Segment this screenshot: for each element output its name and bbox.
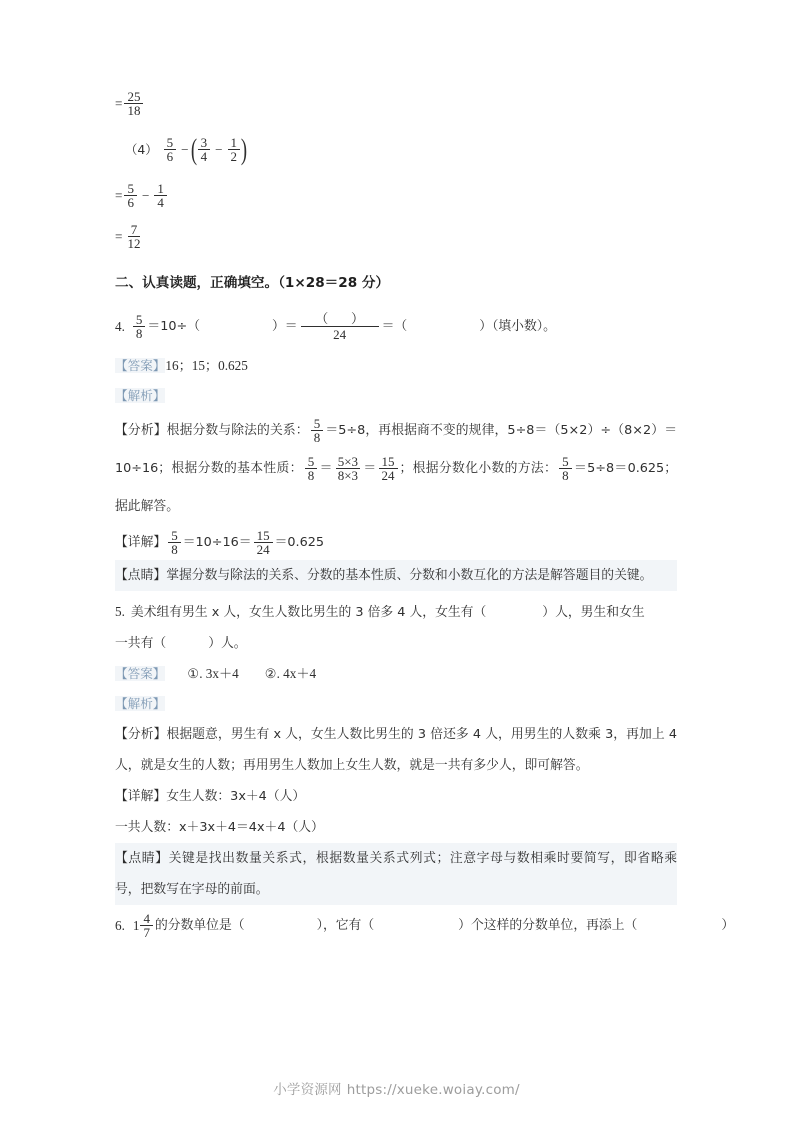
fraction-denominator: 8 [135,326,143,342]
fraction-5-8 [311,417,324,445]
fraction-denominator: 4 [200,149,208,165]
question-4-dianjing [115,560,677,591]
fraction-denominator: 6 [166,149,174,165]
dianjing-text: 掌握分数与除法的关系、分数的基本性质、分数和小数互化的方法是解答题目的关键。 [166,567,653,583]
question-4-analysis-row [115,381,677,411]
fraction-numerator: 5 [305,455,318,469]
fraction-numerator: 5 [164,136,177,150]
fraction-numerator: 5 [124,182,137,196]
xiangjie-text-1: ＝10÷16＝ [182,534,252,550]
fraction-denominator: 18 [127,103,141,119]
fraction-5-6 [124,182,137,210]
stem-part-3: ）个这样的分数单位，再添上（ [458,917,638,933]
fenxi-text-5: ；根据分数化小数的方法： [399,460,558,476]
document-content [115,86,735,946]
dianjing-label: 【点睛】 [115,850,169,866]
stem-part-4: ）人。 [208,635,247,651]
fraction-numerator-blank[interactable]: （ ） [301,312,379,328]
xiangjie-label: 【详解】 [115,534,167,550]
answer-value: 16；15；0.625 [165,357,248,373]
fraction-denominator: 8 [313,430,321,446]
fraction-5-8 [305,455,318,483]
xiangjie-text: 女生人数：3x＋4（人） [166,788,306,804]
fraction-denominator: 24 [256,542,270,558]
fenxi-text-4: ＝ [363,460,377,476]
subquestion-label: （4） [125,141,158,157]
fraction-numerator: 1 [228,136,241,150]
fraction-25-18 [124,90,143,118]
answer-value-1: ①. 3x＋4 [187,665,239,681]
stem-part-3: 一共有（ [115,635,167,651]
fraction-blank-over-24 [301,312,379,342]
left-paren: ( [190,132,197,166]
fraction-denominator: 6 [127,195,134,211]
fraction-numerator: 5 [168,529,181,543]
xiangjie-text-2: 一共人数：x＋3x＋4＝4x＋4（人） [115,819,324,835]
question-5-stem-line-2 [115,628,677,659]
stem-part-2: ），它有（ [316,917,375,933]
fraction-numerator: 25 [124,90,143,104]
footer-site-name: 小学资源网 [273,1082,342,1098]
mixed-number-1-4-7 [133,906,155,946]
fenxi-text: 根据题意，男生有 x 人，女生人数比男生的 3 倍还多 4 人，用男生的人数乘 3，再加上 4 人，就是女生的人数；再用男生人数加上女生人数，就是一共有多少人，即可解答。 [115,726,678,773]
fraction-3-4 [198,136,211,164]
dianjing-text: 关键是找出数量关系式，根据数量关系式列式；注意字母与数相乘时要简写，即省略乘号，把数写在字母的前面。 [115,850,678,897]
analysis-label: 【解析】 [115,695,166,711]
fraction-numerator: 5×3 [337,454,359,470]
footer-url: https://xueke.woiay.com/ [346,1082,520,1098]
fraction-denominator: 8 [307,468,315,484]
stem-part-4: ）（填小数）。 [479,318,556,334]
question-6-stem [115,905,735,946]
question-5-xiangjie-line-2 [115,812,677,843]
stem-part-3: ＝（ [381,318,408,334]
equals-sign: = [115,228,123,244]
fraction-numerator: 5 [133,313,146,327]
question-number: 6. [115,917,125,933]
fraction-4-7 [140,912,153,940]
fraction-denominator: 4 [157,195,164,211]
question-4-stem [115,308,677,345]
fraction-5-8 [133,313,146,341]
question-4-xiangjie [115,525,677,560]
analysis-label: 【解析】 [115,387,166,403]
question-5-answer-row [115,659,677,689]
fenxi-text-3: ＝ [319,460,333,476]
fraction-1-2 [228,136,241,164]
answer-label: 【答案】 [115,665,166,681]
fenxi-text-2: ＝5÷8，再根据商不变的规律，5÷8＝（5×2）÷（8×2）＝10÷16；根据分数的基本性质： [115,422,678,476]
question-5-stem-line-1 [115,597,677,628]
work-line-3 [115,178,677,213]
equals-sign: = [115,187,123,203]
question-5-dianjing [115,843,677,905]
fraction-denominator: 24 [381,468,395,484]
fraction-denominator: 8×3 [337,468,359,484]
xiangjie-label: 【详解】 [115,788,167,804]
fraction-15-24 [379,455,398,483]
minus-sign: − [181,141,189,157]
fraction-numerator: 3 [198,136,211,150]
equals-sign: = [115,95,123,111]
question-4-fenxi [115,411,677,525]
fraction-denominator: 7 [143,925,150,941]
question-5-analysis-row [115,689,677,719]
work-line-4 [115,219,677,254]
question-4-answer-row [115,351,677,381]
answer-value-2: ②. 4x＋4 [264,665,317,681]
fenxi-label: 【分析】 [115,726,167,742]
stem-part-1: ＝10÷（ [147,318,200,334]
fraction-5-6 [164,136,177,164]
question-5-xiangjie [115,781,677,812]
fraction-15-24 [254,529,273,557]
fenxi-text-6: ＝5÷8＝0.625；据此解答。 [115,460,677,514]
fraction-5x3-8x3 [335,455,361,483]
fraction-numerator: 1 [154,182,167,196]
work-line-2 [115,131,677,168]
fraction-numerator: 5 [559,455,572,469]
question-5-fenxi [115,719,677,781]
fraction-7-12 [124,223,143,251]
minus-sign: − [215,141,223,157]
fraction-numerator: 4 [140,912,153,926]
fraction-denominator: 8 [562,468,569,484]
right-paren: ) [240,132,248,166]
dianjing-label: 【点睛】 [115,567,167,583]
fenxi-label: 【分析】 [115,422,167,438]
stem-part-1: 的分数单位是（ [154,917,245,933]
fenxi-text-1: 根据分数与除法的关系： [166,422,309,438]
fraction-numerator: 7 [128,223,141,237]
stem-part-2: ）人，男生和女生 [542,604,645,620]
answer-label: 【答案】 [115,357,166,373]
work-line-1 [115,86,677,121]
question-number: 4. [115,318,125,334]
fraction-denominator: 2 [230,149,238,165]
fraction-numerator: 5 [311,417,324,431]
fraction-denominator: 12 [127,236,141,252]
stem-part-4: ） [721,917,735,933]
fraction-5-8 [168,529,181,557]
question-number: 5. [115,603,125,619]
mixed-whole-part: 1 [132,917,140,933]
stem-part-2: ）＝ [272,318,298,334]
fraction-numerator: 15 [254,529,273,543]
fraction-denominator: 24 [333,327,347,343]
footer-watermark [0,1078,793,1098]
fraction-5-8 [559,455,572,483]
section-heading: 二、认真读题，正确填空。（1×28＝28 分） [115,274,390,291]
minus-sign: − [141,187,150,203]
fraction-1-4 [154,182,167,210]
fraction-numerator: 15 [379,455,398,469]
stem-part-1: 美术组有男生 x 人，女生人数比男生的 3 倍多 4 人，女生有（ [130,604,487,620]
xiangjie-text-2: ＝0.625 [274,534,325,550]
fraction-denominator: 8 [171,542,178,558]
